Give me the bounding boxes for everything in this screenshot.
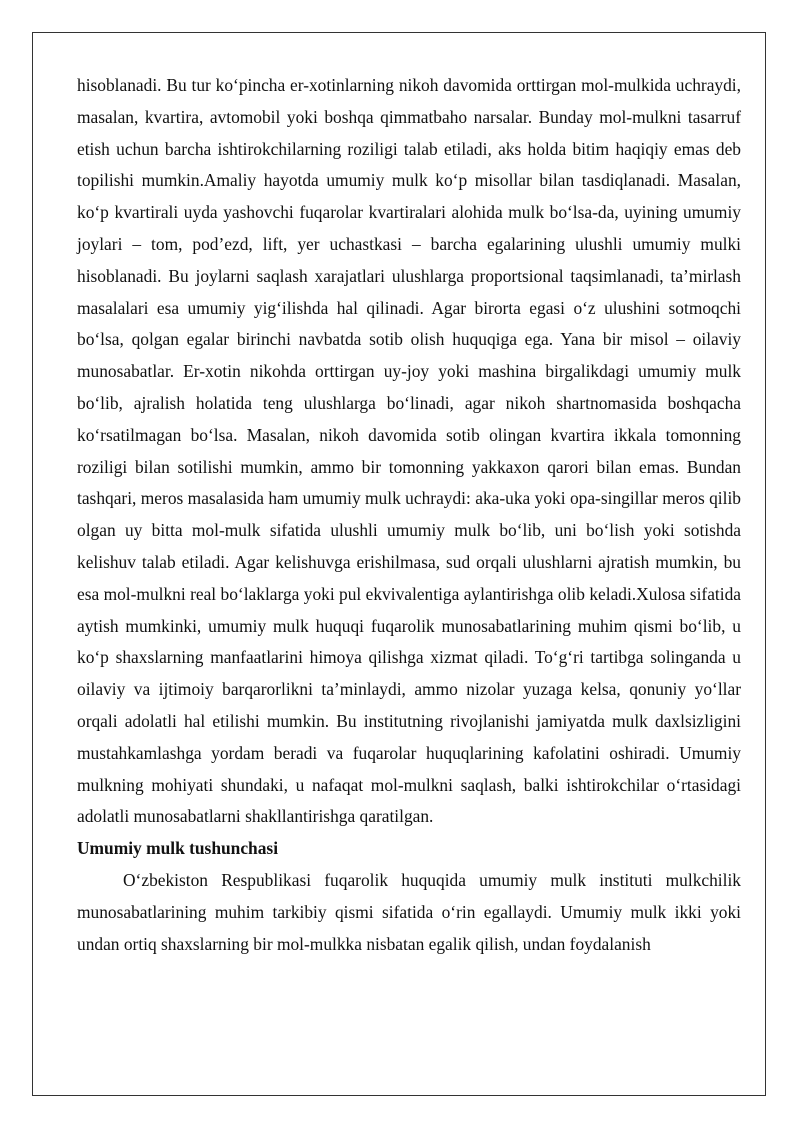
- section-heading: Umumiy mulk tushunchasi: [77, 838, 279, 859]
- document-body: [77, 70, 741, 960]
- body-paragraph: O‘zbekiston Respublikasi fuqarolik huquqida umumiy mulk instituti mulkchilik munosabatlarining muhim tarkibiy qismi sifatida o‘rin egallaydi. Umumiy mulk ikki yoki undan ortiq shaxslarning bir mol-mulkka nisbatan egalik qilish, undan foydalanish: [77, 869, 741, 954]
- body-paragraph: hisoblanadi. Bu tur ko‘pincha er-xotinlarning nikoh davomida orttirgan mol-mulkida uchraydi, masalan, kvartira, avtomobil yoki boshqa qimmatbaho narsalar. Bunday mol-mulkni tasarruf etish uchun barcha ishtirokchilarning roziligi talab etiladi, aks holda bitim haqiqiy emas deb topilishi mumkin.Amaliy hayotda umumiy mulk ko‘p misollar bilan tasdiqlanadi. Masalan, ko‘p kvartirali uyda yashovchi fuqarolar kvartiralari alohida mulk bo‘lsa-da, uyining umumiy joylari – tom, pod’ezd, lift, yer uchastkasi – barcha egalarining ulushli umumiy mulki hisoblanadi. Bu joylarni saqlash xarajatlari ulushlarga proportsional taqsimlanadi, ta’mirlash masalalari esa umumiy yig‘ilishda hal qilinadi. Agar birorta egasi o‘z ulushini sotmoqchi bo‘lsa, qolgan egalar birinchi navbatda sotib olish huquqiga ega. Yana bir misol – oilaviy munosabatlar. Er-xotin nikohda orttirgan uy-joy yoki mashina birgalikdagi umumiy mulk bo‘lib, ajralish holatida teng ulushlarga bo‘linadi, agar nikoh shartnomasida boshqacha ko‘rsatilmagan bo‘lsa. Masalan, nikoh davomida sotib olingan kvartira ikkala tomonning roziligi bilan sotilishi mumkin, ammo bir tomonning yakkaxon qarori bilan emas. Bundan tashqari, meros masalasida ham umumiy mulk uchraydi: aka-uka yoki opa-singillar meros qilib olgan uy bitta mol-mulk sifatida ulushli umumiy mulk bo‘lib, uni bo‘lish yoki sotishda kelishuv talab etiladi. Agar kelishuvga erishilmasa, sud orqali ulushlarni ajratish mumkin, bu esa mol-mulkni real bo‘laklarga yoki pul ekvivalentiga aylantirishga olib keladi.Xulosa sifatida aytish mumkinki, umumiy mulk huquqi fuqarolik munosabatlarining muhim qismi bo‘lib, u ko‘p shaxslarning manfaatlarini himoya qilishga xizmat qiladi. To‘g‘ri tartibga solinganda u oilaviy va ijtimoiy barqarorlikni ta’minlaydi, ammo nizolar yuzaga kelsa, qonuniy yo‘llar orqali adolatli hal etilishi mumkin. Bu institutning rivojlanishi jamiyatda mulk daxlsizligini mustahkamlashga yordam beradi va fuqarolar huquqlarining kafolatini oshiradi. Umumiy mulkning mohiyati shundaki, u nafaqat mol-mulkni saqlash, balki ishtirokchilar o‘rtasidagi adolatli munosabatlarni shakllantirishga qaratilgan.: [77, 75, 741, 827]
